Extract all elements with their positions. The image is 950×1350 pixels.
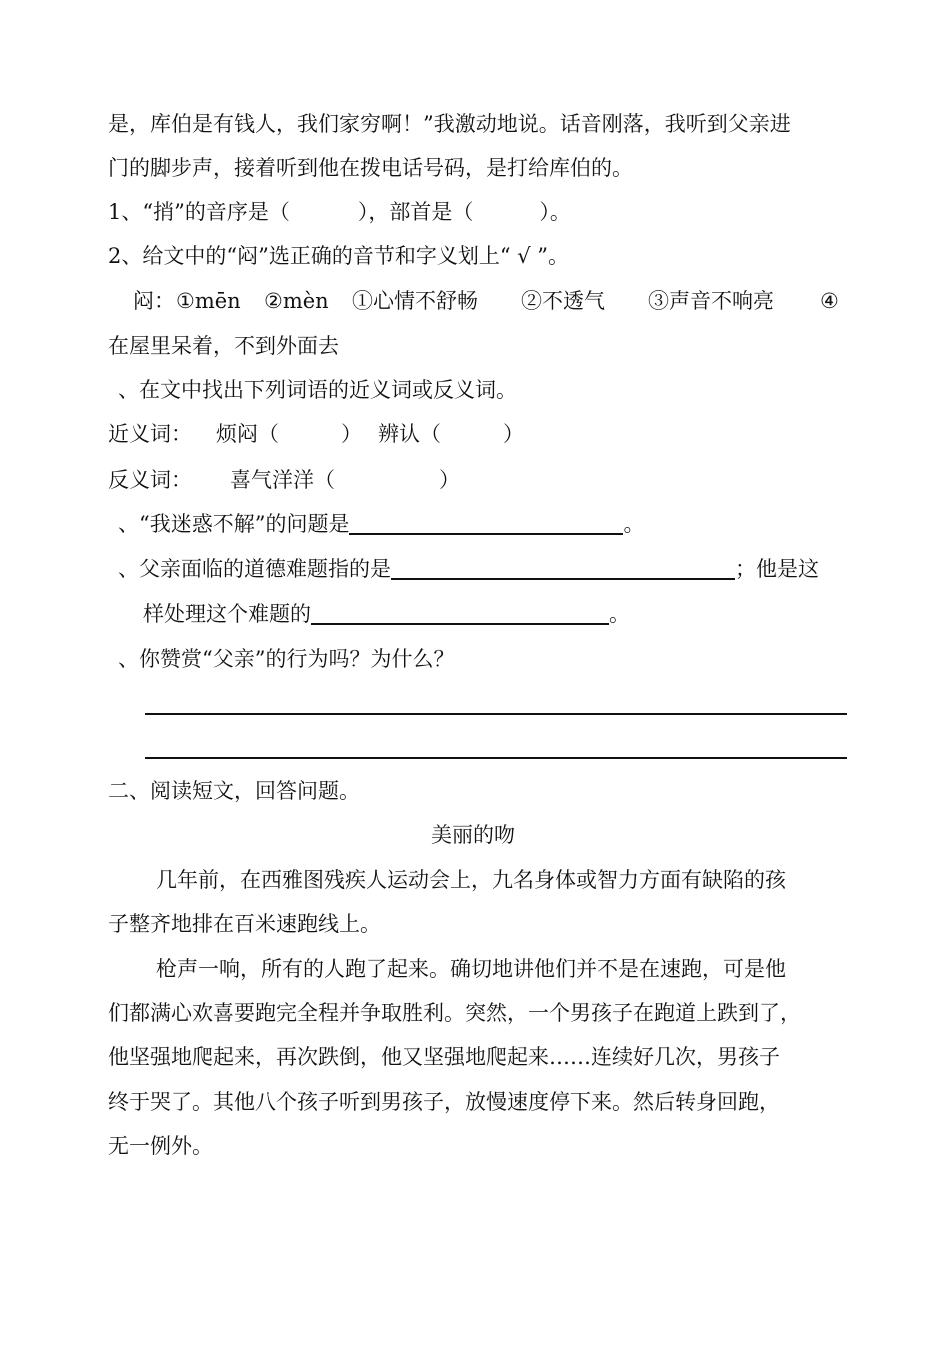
q2-option-meaning-2[interactable]: ②不透气 — [521, 289, 605, 313]
question-4 — [118, 510, 644, 538]
synonym-word-1: 烦闷（ — [216, 422, 279, 446]
q2-option-pinyin-1[interactable]: ①mēn — [176, 289, 241, 313]
question-3: 、在文中找出下列词语的近义词或反义词。 — [118, 378, 517, 402]
passage-line: 们都满心欢喜要跑完全程并争取胜利。突然，一个男孩子在跑道上跌到了， — [108, 1001, 801, 1025]
q5-answer-line-2[interactable] — [311, 601, 609, 625]
q1-prefix: 1、“捎”的音序是（ — [108, 200, 290, 224]
q5-prefix: 、父亲面临的道德难题指的是 — [118, 557, 391, 581]
q6-answer-line-1[interactable] — [145, 713, 847, 715]
passage-title: 美丽的吻 — [431, 823, 515, 847]
antonym-word-1: 喜气洋洋（ — [230, 468, 335, 492]
q5-mid: ；他是这 — [735, 557, 819, 581]
passage-line: 他坚强地爬起来，再次跌倒，他又坚强地爬起来……连续好几次，男孩子 — [108, 1045, 780, 1069]
section-heading: 二、阅读短文，回答问题。 — [108, 779, 360, 803]
passage-line: 无一例外。 — [108, 1134, 213, 1158]
q2-option-meaning-3[interactable]: ③声音不响亮 — [648, 289, 774, 313]
q2-option-pinyin-2[interactable]: ②mèn — [264, 289, 329, 313]
q5-answer-line-1[interactable] — [391, 556, 735, 580]
q6-answer-line-2[interactable] — [145, 757, 847, 759]
q2-option-meaning-4-cont: 在屋里呆着，不到外面去 — [108, 334, 339, 358]
q4-answer-line[interactable] — [349, 511, 623, 535]
q4-prefix: 、“我迷惑不解”的问题是 — [118, 512, 350, 536]
passage-line: 子整齐地排在百米速跑线上。 — [108, 912, 381, 936]
q5-suffix: 。 — [609, 602, 630, 626]
synonym-row — [108, 420, 524, 448]
passage-line: 几年前，在西雅图残疾人运动会上，九名身体或智力方面有缺陷的孩 — [156, 868, 786, 892]
question-2: 2、给文中的“闷”选正确的音节和字义划上“ √ ”。 — [108, 244, 570, 268]
question-5 — [118, 555, 819, 583]
question-6: 、你赞赏“父亲”的行为吗？为什么？ — [118, 647, 455, 671]
synonym-word-2: 辨认（ — [378, 422, 441, 446]
synonym-label: 近义词： — [108, 422, 192, 446]
antonym-row — [108, 466, 460, 494]
q2-option-meaning-4[interactable]: ④ — [820, 289, 839, 313]
q1-suffix: ）。 — [539, 200, 571, 224]
question-1 — [108, 198, 571, 226]
q2-label: 闷： — [133, 289, 175, 313]
question-5-cont — [143, 600, 630, 628]
passage-line: 门的脚步声，接着听到他在拨电话号码，是打给库伯的。 — [108, 156, 633, 180]
antonym-close-1: ） — [439, 468, 460, 492]
passage-line: 终于哭了。其他八个孩子听到男孩子，放慢速度停下来。然后转身回跑， — [108, 1090, 780, 1114]
q1-middle: ），部首是（ — [357, 200, 474, 224]
antonym-label: 反义词： — [108, 468, 192, 492]
q4-suffix: 。 — [623, 512, 645, 536]
synonym-close-1: ） — [341, 422, 362, 446]
passage-line: 枪声一响，所有的人跑了起来。确切地讲他们并不是在速跑，可是他 — [156, 957, 786, 981]
q5-line2-prefix: 样处理这个难题的 — [143, 602, 311, 626]
synonym-close-2: ） — [503, 422, 524, 446]
q2-option-meaning-1[interactable]: ①心情不舒畅 — [352, 289, 478, 313]
passage-line: 是，库伯是有钱人，我们家穷啊！”我激动地说。话音刚落，我听到父亲进 — [108, 112, 791, 136]
